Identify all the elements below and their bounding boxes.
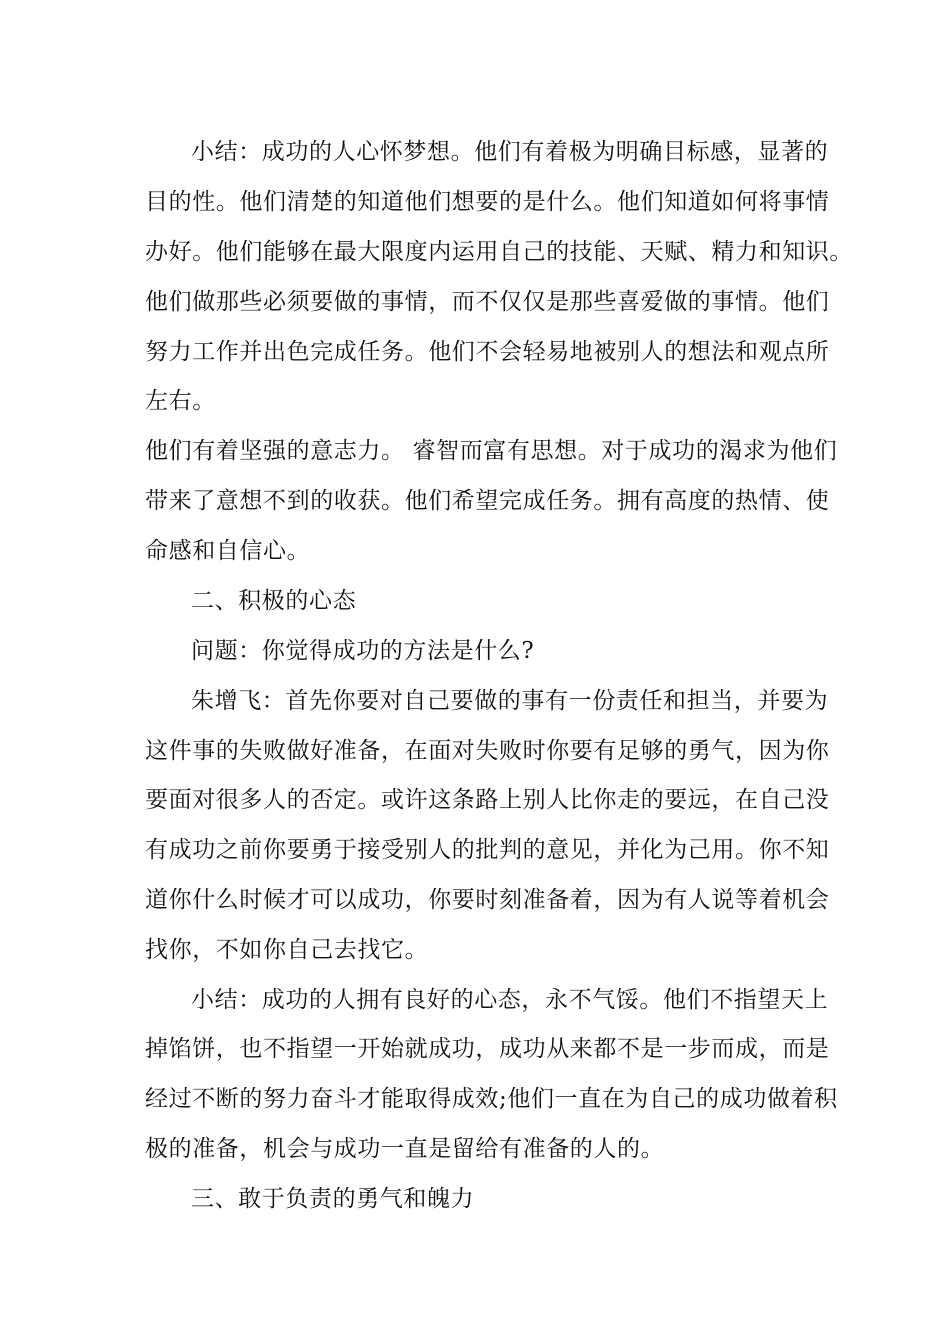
paragraph-line: 找你，不如你自己去找它。 [145,937,429,963]
paragraph-line: 要面对很多人的否定。或许这条路上别人比你走的要远，在自己没 [145,787,830,813]
paragraph-line: 左右。 [145,388,216,414]
paragraph-line: 他们做那些必须要做的事情，而不仅仅是那些喜爱做的事情。他们 [145,289,830,315]
paragraph-line: 带来了意想不到的收获。他们希望完成任务。拥有高度的热情、使 [145,488,830,514]
paragraph-line: 目的性。他们清楚的知道他们想要的是什么。他们知道如何将事情 [145,189,830,215]
paragraph-line: 这件事的失败做好准备，在面对失败时你要有足够的勇气，因为你 [145,738,830,764]
section-heading: 三、敢于负责的勇气和魄力 [191,1186,475,1212]
section-heading: 二、积极的心态 [191,588,357,614]
paragraph-line: 极的准备，机会与成功一直是留给有准备的人的。 [145,1136,665,1162]
paragraph-line: 有成功之前你要勇于接受别人的批判的意见，并化为己用。你不知 [145,837,830,863]
paragraph-line: 经过不断的努力奋斗才能取得成效;他们一直在为自己的成功做着积 [145,1086,838,1112]
paragraph-line: 小结：成功的人拥有良好的心态，永不气馁。他们不指望天上 [191,987,829,1013]
paragraph-line: 朱增飞：首先你要对自己要做的事有一份责任和担当，并要为 [191,688,829,714]
paragraph-line: 命感和自信心。 [145,538,311,564]
paragraph-line: 他们有着坚强的意志力。 睿智而富有思想。对于成功的渴求为他们 [145,438,838,464]
question-line: 问题：你觉得成功的方法是什么? [191,638,535,664]
paragraph-line: 办好。他们能够在最大限度内运用自己的技能、天赋、精力和知识。 [145,239,853,265]
paragraph-line: 掉馅饼，也不指望一开始就成功，成功从来都不是一步而成，而是 [145,1036,830,1062]
paragraph-line: 小结：成功的人心怀梦想。他们有着极为明确目标感，显著的 [191,139,829,165]
paragraph-line: 道你什么时候才可以成功，你要时刻准备着，因为有人说等着机会 [145,887,830,913]
paragraph-line: 努力工作并出色完成任务。他们不会轻易地被别人的想法和观点所 [145,339,830,365]
